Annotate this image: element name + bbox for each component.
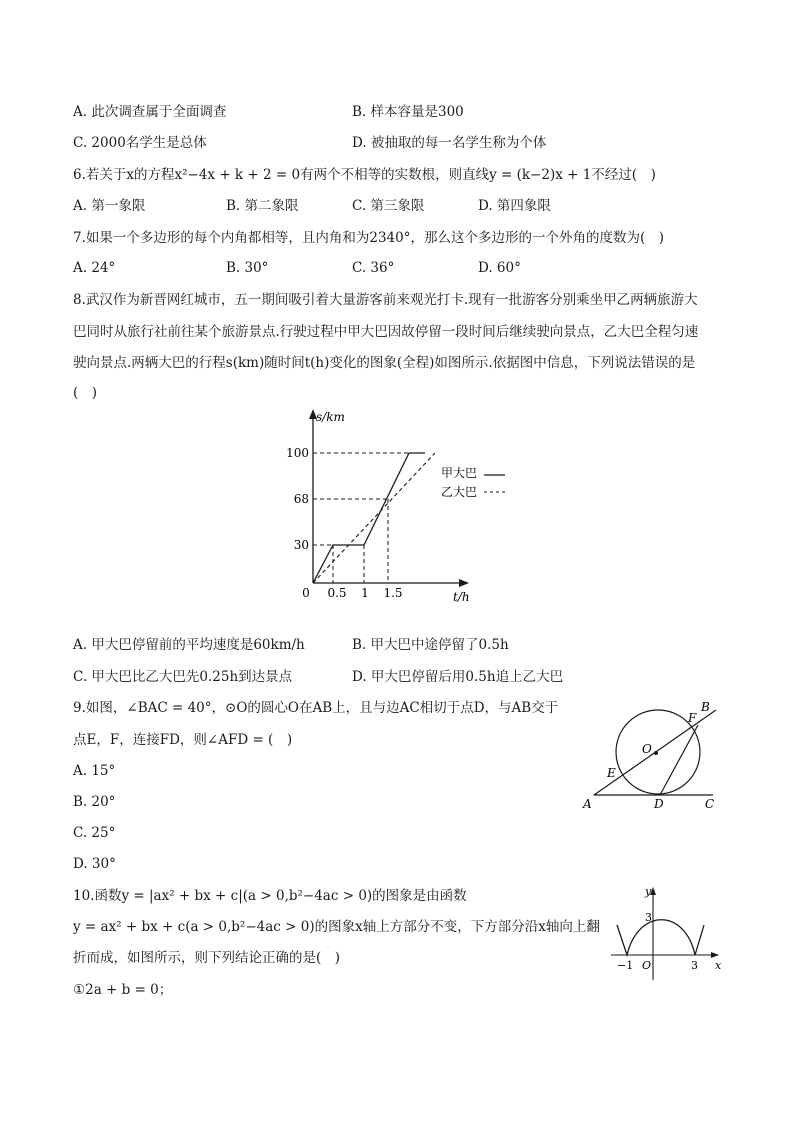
label-y-3: 3	[645, 911, 652, 924]
q6-option-a: A. 第一象限	[73, 198, 146, 214]
abs-parabola-curve	[617, 920, 704, 955]
label-e: E	[607, 766, 616, 780]
q6-option-c: C. 第三象限	[352, 198, 425, 214]
label-b: B	[701, 700, 710, 714]
q9-stem-line1: 9.如图，∠BAC = 40°，⊙O的圆心O在AB上，且与边AC相切于点D，与AB交于	[73, 700, 559, 716]
q7-option-c: C. 36°	[352, 260, 395, 276]
q7-option-b: B. 30°	[226, 260, 269, 276]
ytick-30: 30	[293, 538, 309, 552]
x-axis-arrow	[459, 579, 469, 587]
q9-option-a: A. 15°	[73, 763, 116, 779]
q7-stem: 7.如果一个多边形的每个内角都相等，且内角和为2340°，那么这个多边形的一个外角的度数为( )	[73, 230, 665, 246]
q8-option-a: A. 甲大巴停留前的平均速度是60km/h	[73, 637, 305, 653]
q9-option-c: C. 25°	[73, 825, 116, 841]
x-axis-arrow	[711, 952, 719, 958]
label-y: y	[645, 885, 652, 898]
q10-stem-line4: ①2a + b = 0；	[73, 982, 173, 998]
origin-label: 0	[302, 586, 310, 600]
q8-option-b: B. 甲大巴中途停留了0.5h	[352, 637, 509, 653]
q8-distance-time-graph	[285, 405, 515, 605]
q8-option-d: D. 甲大巴停留后用0.5h追上乙大巴	[352, 669, 564, 685]
q6-option-b: B. 第二象限	[226, 198, 299, 214]
label-x-3: 3	[691, 959, 698, 972]
xtick-0.5: 0.5	[327, 586, 347, 600]
legend-yi-label: 乙大巴	[441, 485, 478, 499]
q5-option-c: C. 2000名学生是总体	[73, 135, 207, 151]
label-o: O	[642, 742, 652, 756]
q10-stem-line2: y = ax² + bx + c(a > 0,b²−4ac > 0)的图象x轴上方部分不变，下方部分沿x轴向上翻	[73, 919, 600, 935]
label-neg1: −1	[617, 959, 634, 972]
q5-option-b: B. 样本容量是300	[352, 104, 464, 120]
q8-stem-line3: 驶向景点.两辆大巴的行程s(km)随时间t(h)变化的图象(全程)如图所示.依据图中信息，下列说法错误的是	[73, 355, 696, 371]
q8-stem-line4: ( )	[73, 385, 98, 401]
center-point-o	[654, 751, 658, 755]
q9-stem-line2: 点E，F，连接FD，则∠AFD = ( )	[73, 732, 293, 748]
ytick-68: 68	[293, 492, 309, 506]
q10-abs-parabola-figure	[605, 883, 725, 983]
xtick-1.5: 1.5	[383, 586, 403, 600]
label-origin: O	[642, 959, 652, 972]
q7-option-a: A. 24°	[73, 260, 116, 276]
q8-stem-line1: 8.武汉作为新晋网红城市，五一期间吸引着大量游客前来观光打卡.现有一批游客分别乘坐甲乙两辆旅游大	[73, 292, 698, 308]
q9-option-d: D. 30°	[73, 856, 116, 872]
x-axis-label: t/h	[453, 590, 470, 604]
label-f: F	[688, 711, 697, 725]
q5-option-a: A. 此次调查属于全面调查	[73, 104, 227, 120]
bus-yi-line	[313, 453, 435, 583]
label-d: D	[654, 797, 664, 811]
ytick-100: 100	[286, 446, 309, 460]
q10-stem-line3: 折而成，如图所示，则下列结论正确的是( )	[73, 950, 341, 966]
q8-option-c: C. 甲大巴比乙大巴先0.25h到达景点	[73, 669, 293, 685]
q8-stem-line2: 巴同时从旅行社前往某个旅游景点.行驶过程中甲大巴因故停留一段时间后继续驶向景点，乙大巴全程匀速	[73, 324, 699, 340]
legend-jia-label: 甲大巴	[441, 466, 478, 480]
q5-option-d: D. 被抽取的每一名学生称为个体	[352, 135, 547, 151]
q6-option-d: D. 第四象限	[478, 198, 551, 214]
label-a: A	[583, 797, 592, 811]
label-x: x	[715, 959, 722, 972]
q9-circle-tangent-figure	[580, 695, 725, 820]
q10-stem-line1: 10.函数y = |ax² + bx + c|(a > 0,b²−4ac > 0)的图象是由函数	[73, 888, 467, 904]
q6-stem: 6.若关于x的方程x²−4x + k + 2 = 0有两个不相等的实数根，则直线y = (k−2)x + 1不经过( )	[73, 167, 656, 183]
q7-option-d: D. 60°	[478, 260, 521, 276]
xtick-1: 1	[361, 586, 369, 600]
q9-option-b: B. 20°	[73, 794, 116, 810]
y-axis-label: s/km	[316, 410, 345, 424]
label-c: C	[705, 797, 715, 811]
bus-jia-line	[313, 453, 425, 583]
